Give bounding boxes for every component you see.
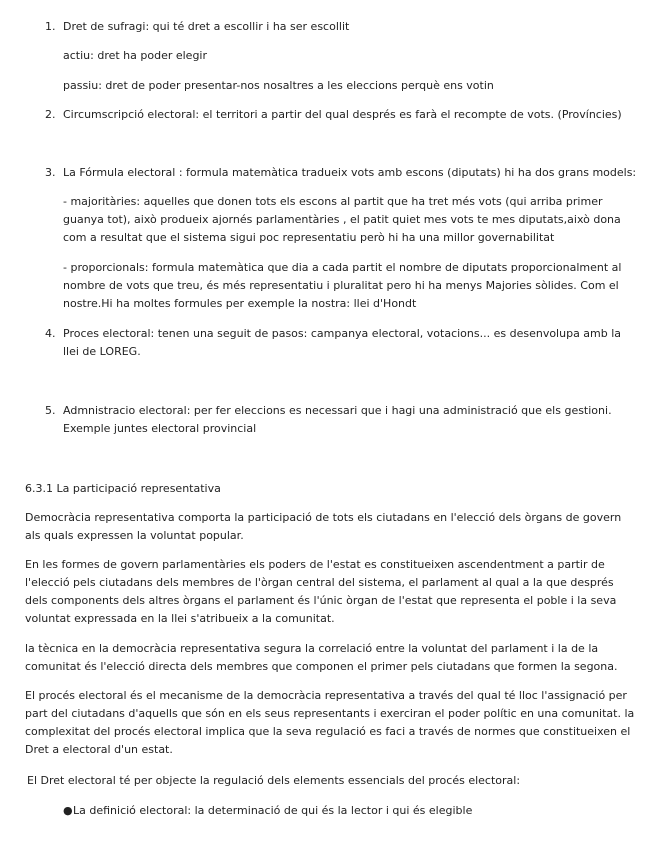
list-subparagraph: passiu: dret de poder presentar-nos nosaltres a les eleccions perquè ens votin [63, 79, 494, 92]
list-item-text: La Fórmula electoral : formula matemàtica tradueix vots amb escons (diputats) hi ha dos grans models: [63, 166, 637, 179]
bullet-item [63, 802, 637, 820]
list-number: 1. [45, 20, 56, 33]
paragraph: En les formes de govern parlamentàries els poders de l'estat es constitueixen ascendentment a partir de l'elecció pels ciutadans dels membres de l'òrgan central del sistema, el parlament al qual a la que després dels components dels altres òrgans el parlament és l'únic òrgan de l'estat que representa el poble i la seva voluntat expressada en la llei s'atribueix a la comunitat. [25, 558, 617, 625]
bullet-icon: ● [63, 804, 73, 817]
list-item-4 [45, 325, 637, 361]
list-number: 5. [45, 404, 56, 417]
bullet-text: La definició electoral: la determinació de qui és la lector i qui és elegible [73, 804, 473, 817]
list-item-text: Admnistracio electoral: per fer eleccions es necessari que i hagi una administració que els gestioni. Exemple juntes electoral provincial [63, 404, 612, 435]
list-subparagraph: - majoritàries: aquelles que donen tots els escons al partit que ha tret més vots (qui arriba primer guanya tot), això produeix ajornés parlamentàries , el patit quiet mes vots te mes diputats,això dona com a resultat que el sistema sigui poc representatiu però hi ha una millor governabilitat [63, 195, 621, 244]
paragraph: El Dret electoral té per objecte la regulació dels elements essencials del procés electoral: [27, 774, 521, 787]
list-item-3 [45, 164, 637, 182]
list-item-text: Dret de sufragi: qui té dret a escollir i ha ser escollit [63, 20, 350, 33]
list-subparagraph: actiu: dret ha poder elegir [63, 49, 208, 62]
list-subparagraph: - proporcionals: formula matemàtica que dia a cada partit el nombre de diputats proporcionalment al nombre de vots que treu, és més representatiu i pluralitat pero hi ha menys Majories sòlides. Com el nostre.Hi ha moltes formules per exemple la nostra: llei d'Hondt [63, 261, 622, 310]
list-item-5 [45, 402, 637, 438]
list-item-2 [45, 106, 637, 124]
list-number: 3. [45, 166, 56, 179]
section-heading: 6.3.1 La participació representativa [25, 482, 221, 495]
paragraph: Democràcia representativa comporta la participació de tots els ciutadans en l'elecció dels òrgans de govern als quals expressen la voluntat popular. [25, 511, 622, 542]
list-item-1 [45, 18, 637, 36]
list-item-text: Circumscripció electoral: el territori a partir del qual després es farà el recompte de vots. (Províncies) [63, 108, 622, 121]
list-number: 4. [45, 327, 56, 340]
paragraph: El procés electoral és el mecanisme de la democràcia representativa a través del qual té lloc l'assignació per part del ciutadans d'aquells que són en els seus representants i exerciran el poder polític en una comunitat. la complexitat del procés electoral implica que la seva regulació es faci a través de normes que constitueixen el Dret a electoral d'un estat. [25, 689, 635, 756]
paragraph: la tècnica en la democràcia representativa segura la correlació entre la voluntat del parlament i la de la comunitat és l'elecció directa dels membres que componen el primer pels ciutadans que formen la segona. [25, 642, 618, 673]
list-item-text: Proces electoral: tenen una seguit de pasos: campanya electoral, votacions... es desenvolupa amb la llei de LOREG. [63, 327, 622, 358]
list-number: 2. [45, 108, 56, 121]
